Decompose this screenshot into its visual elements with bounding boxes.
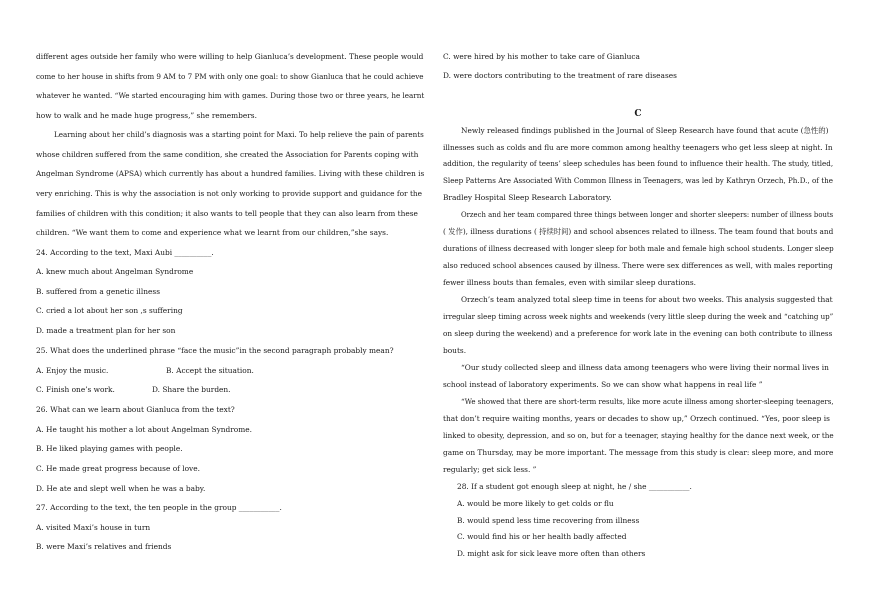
passage-line: very enriching. This is why the association is not only working to provide support and guidance for the	[36, 189, 423, 198]
question-26-option-c: C. He made great progress because of love.	[36, 464, 200, 473]
passage-line: children. “We want them to come and experience what we learnt from our children,”she says.	[36, 228, 389, 237]
passage-line: that don’t require waiting months, years or decades to show up,” Orzech continued. “Yes, poor sleep is	[443, 414, 830, 423]
question-24-option-b: B. suffered from a genetic illness	[36, 287, 160, 296]
passage-line: families of children with this condition; it also wants to tell people that they can also learn from these	[36, 209, 418, 218]
passage-line: game on Thursday, may be more important. The message from this study is clear: sleep more, and more	[443, 448, 834, 457]
question-24-stem: 24. According to the text, Maxi Aubi __________.	[36, 248, 214, 257]
passage-line: bouts.	[443, 346, 467, 355]
question-27-option-a: A. visited Maxi’s house in turn	[36, 523, 151, 532]
passage-line: Learning about her child’s diagnosis was a starting point for Maxi. To help relieve the pain of parents	[54, 130, 424, 139]
passage-line: addition, the regularity of teens’ sleep schedules has been found to influence their health. The study, titled,	[443, 159, 834, 168]
question-26-option-b: B. He liked playing games with people.	[36, 444, 183, 453]
passage-line: regularly; get sick less. ”	[443, 465, 537, 474]
passage-line: Bradley Hospital Sleep Research Laboratory.	[443, 193, 612, 202]
passage-line: Orzech’s team analyzed total sleep time in teens for about two weeks. This analysis suggested that	[461, 295, 833, 304]
question-27-option-b: B. were Maxi’s relatives and friends	[36, 542, 172, 551]
question-27-stem: 27. According to the text, the ten people in the group ___________.	[36, 503, 282, 512]
passage-line: “We showed that there are short-term results, like more acute illness among shorter-sleeping teenagers,	[461, 397, 834, 406]
passage-line: how to walk and he made huge progress,” she remembers.	[36, 111, 257, 120]
question-24-option-a: A. knew much about Angelman Syndrome	[36, 267, 194, 276]
question-27-option-c: C. were hired by his mother to take care of Gianluca	[443, 52, 640, 61]
passage-line: fewer illness bouts than females, even with similar sleep durations.	[443, 278, 696, 287]
passage-line: Sleep Patterns Are Associated With Common Illness in Teenagers, was led by Kathryn Orzech, Ph.D., of the	[443, 176, 833, 185]
section-heading-c: C	[634, 109, 642, 119]
question-25-stem: 25. What does the underlined phrase “face the music”in the second paragraph probably mean?	[36, 346, 394, 355]
passage-line: Newly released findings published in the Journal of Sleep Research have found that acute (急性的)	[461, 126, 829, 135]
question-25-option-b: B. Accept the situation.	[166, 366, 254, 375]
passage-line: also reduced school absences caused by illness. There were sex differences as well, with males reporting	[443, 261, 833, 270]
question-28-option-d: D. might ask for sick leave more often than others	[457, 549, 646, 558]
question-25-option-c: C. Finish one’s work.	[36, 385, 115, 394]
question-28-option-c: C. would find his or her health badly affected	[457, 532, 627, 541]
passage-line: Angelman Syndrome (APSA) which currently has about a hundred families. Living with these children is	[36, 169, 425, 178]
question-28-option-a: A. would be more likely to get colds or flu	[457, 499, 614, 508]
passage-line: whatever he wanted. “We started encouraging him with games. During those two or three years, he learnt	[36, 91, 425, 100]
passage-line: Orzech and her team compared three things between longer and shorter sleepers: number of illness bouts	[461, 210, 834, 219]
question-26-stem: 26. What can we learn about Gianluca from the text?	[36, 405, 235, 414]
passage-line: irregular sleep timing across week nights and weekends (very little sleep during the week and “catching up”	[443, 312, 834, 321]
passage-line: illnesses such as colds and flu are more common among healthy teenagers who get less sleep at night. In	[443, 143, 833, 152]
passage-line: school instead of laboratory experiments. So we can show what happens in real life ”	[443, 380, 763, 389]
passage-line: on sleep during the weekend) and a preference for work late in the evening can both contribute to illness	[443, 329, 833, 338]
passage-line: durations of illness decreased with longer sleep for both male and female high school students. Longer sleep	[443, 244, 834, 253]
question-26-option-d: D. He ate and slept well when he was a baby.	[36, 484, 206, 493]
passage-line: come to her house in shifts from 9 AM to 7 PM with only one goal: to show Gianluca that he could achieve	[36, 72, 424, 81]
question-28-option-b: B. would spend less time recovering from illness	[457, 516, 640, 525]
question-24-option-c: C. cried a lot about her son ,s suffering	[36, 306, 183, 315]
question-25-option-d: D. Share the burden.	[152, 385, 231, 394]
question-27-option-d: D. were doctors contributing to the treatment of rare diseases	[443, 71, 677, 80]
question-28-stem: 28. If a student got enough sleep at night, he / she ___________.	[457, 482, 692, 491]
passage-line: “Our study collected sleep and illness data among teenagers who were living their normal lives in	[461, 363, 829, 372]
passage-line: different ages outside her family who were willing to help Gianluca’s development. These people would	[36, 52, 424, 61]
passage-line: whose children suffered from the same condition, she created the Association for Parents coping with	[36, 150, 419, 159]
passage-line: ( 发作), illness durations ( 持续时间) and school absences related to illness. The team found that bouts and	[443, 227, 834, 236]
question-26-option-a: A. He taught his mother a lot about Angelman Syndrome.	[36, 425, 252, 434]
question-25-option-a: A. Enjoy the music.	[36, 366, 109, 375]
passage-line: linked to obesity, depression, and so on, but for a teenager, staying healthy for the dance next week, or the	[443, 431, 834, 440]
question-24-option-d: D. made a treatment plan for her son	[36, 326, 176, 335]
